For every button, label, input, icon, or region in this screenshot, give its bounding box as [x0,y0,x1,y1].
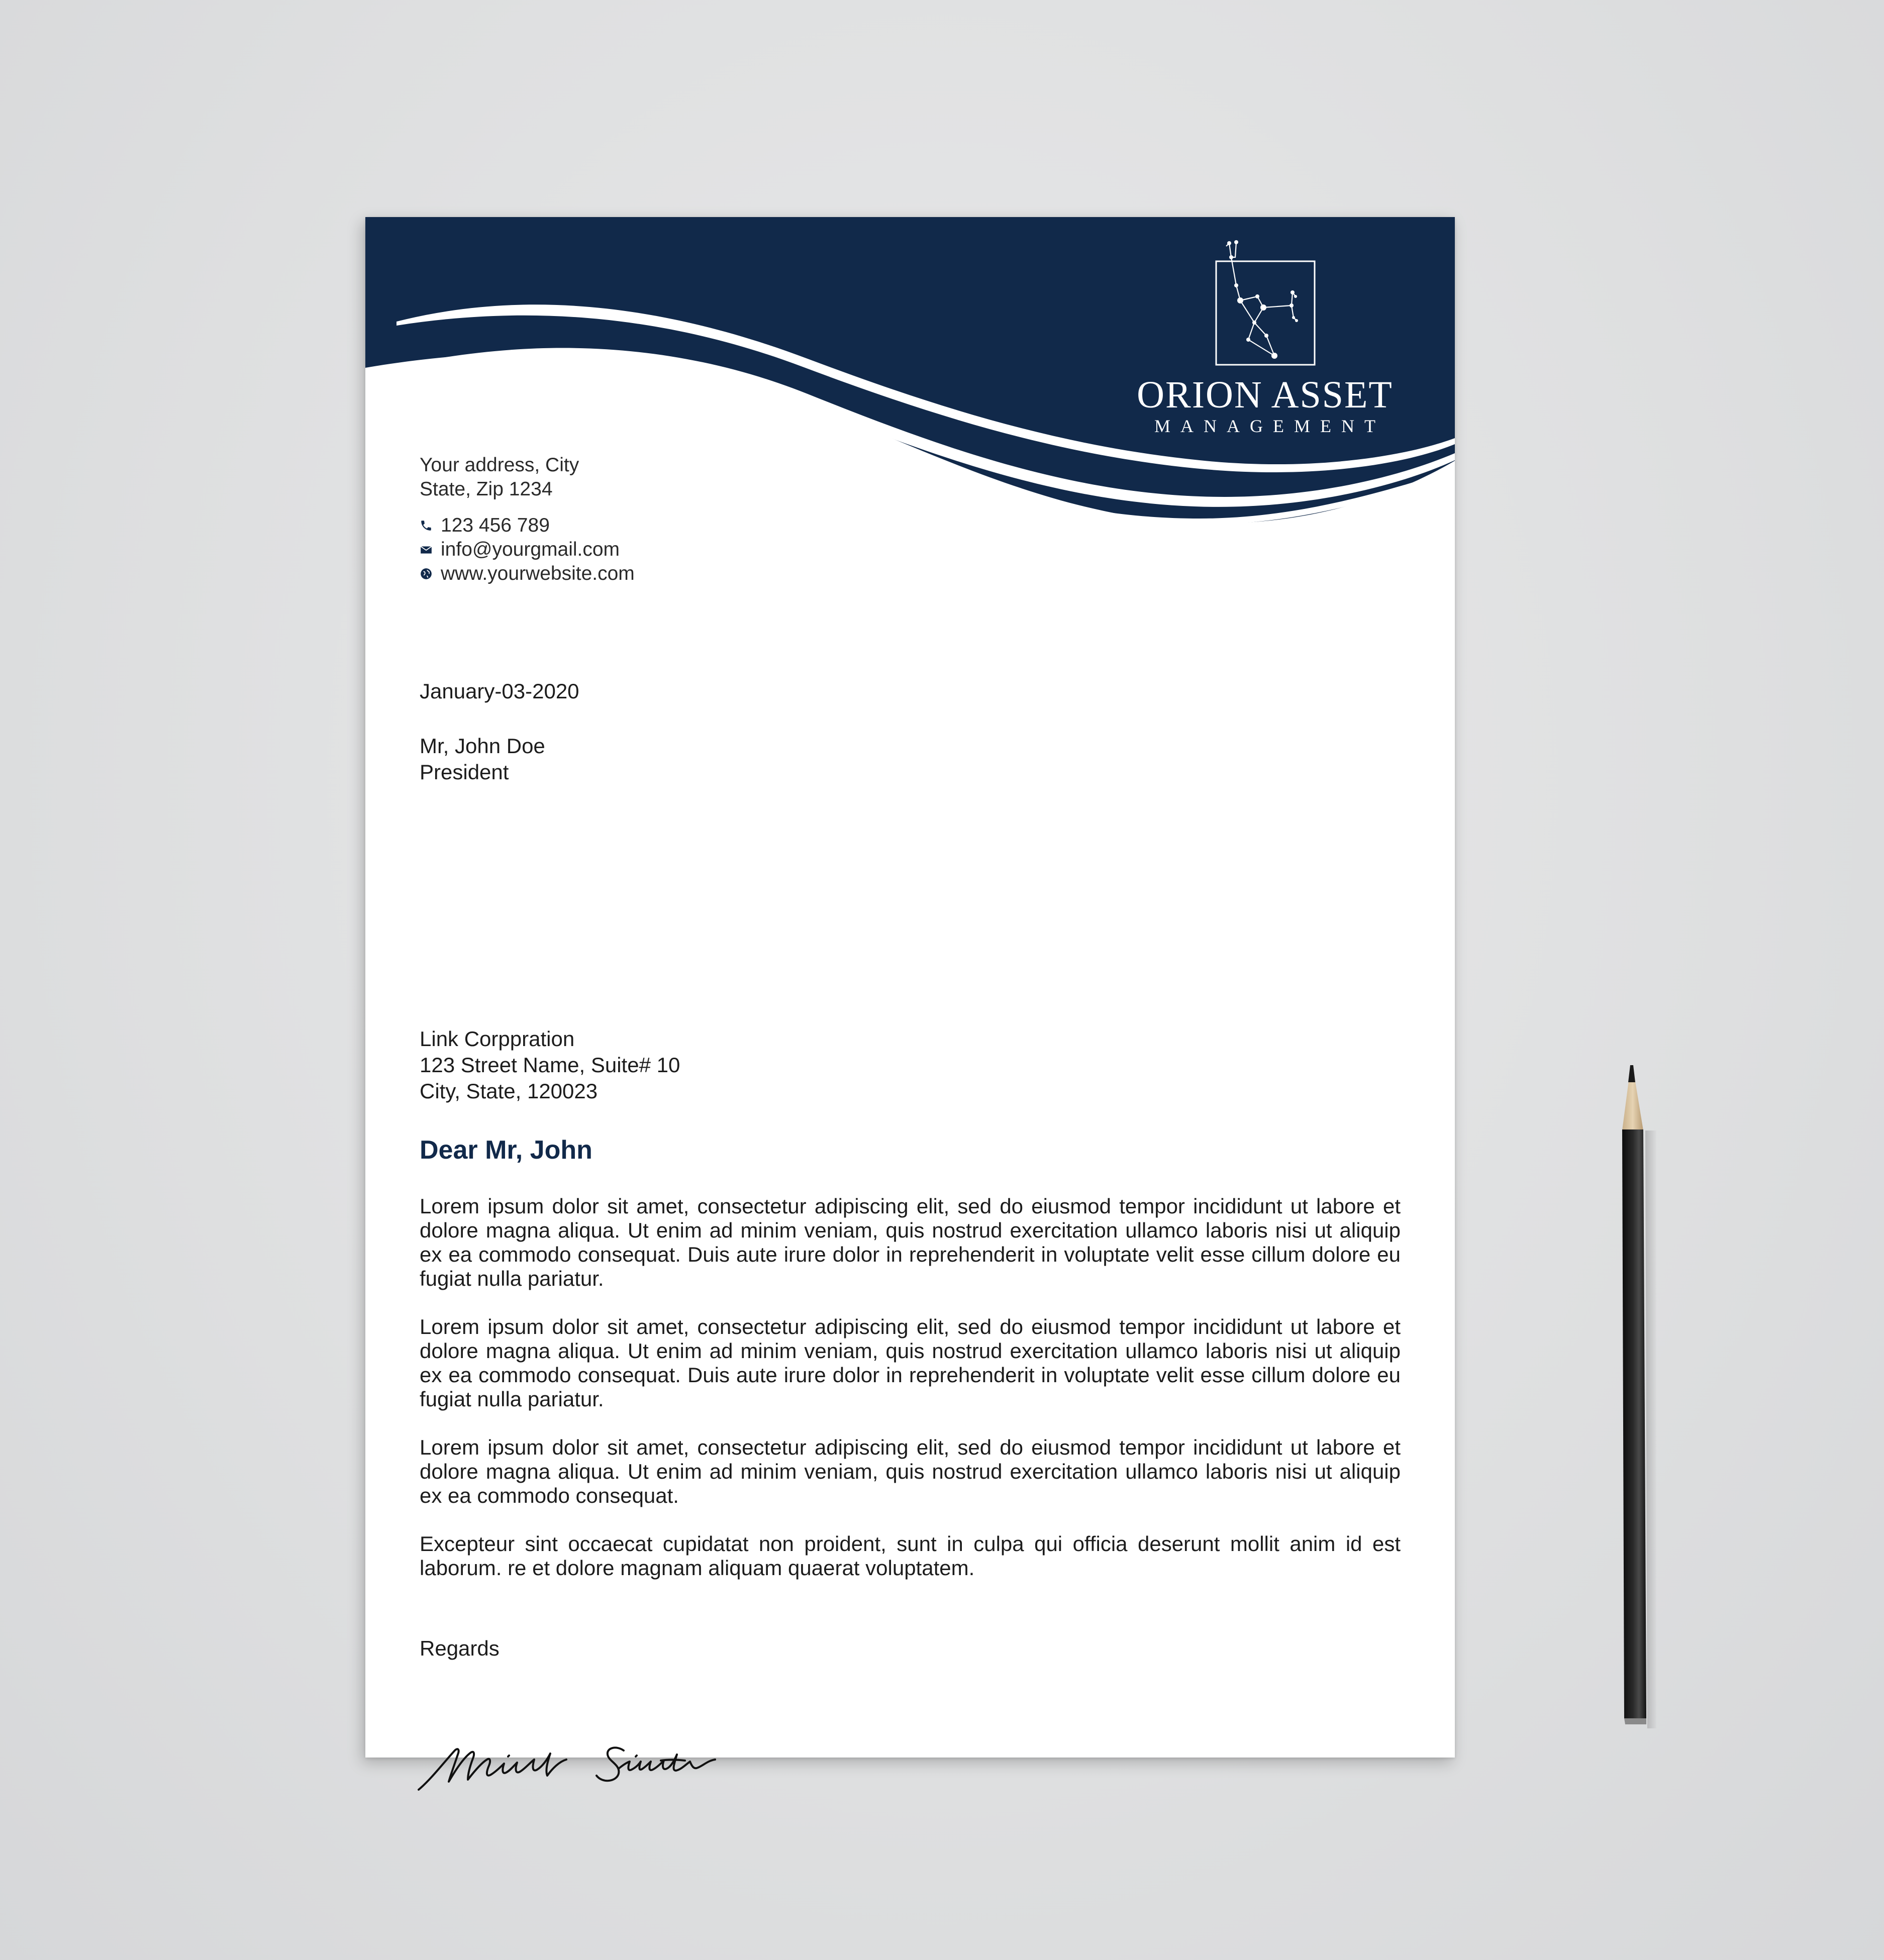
body-paragraph: Lorem ipsum dolor sit amet, consectetur adipiscing elit, sed do eiusmod tempor incididunt ut labore et dolore magna aliqua. Ut enim ad minim veniam, quis nostrud exercitation ullamco laboris nisi ut aliquip ex ea commodo consequat. Duis aute irure dolor in reprehenderit in voluptate velit esse cillum dolore eu fugiat nulla pariatur. [420,1194,1401,1290]
logo-company-subtitle: MANAGEMENT [1154,416,1385,436]
globe-icon [420,567,433,580]
letter-greeting: Dear Mr, John [420,1136,592,1165]
phone-row [420,513,635,538]
address-line-1: Your address, City [420,454,579,476]
email-row [420,538,635,562]
company-name: Link Corppration [420,1027,575,1051]
website-row [420,562,635,586]
website-url: www.yourwebsite.com [441,563,635,584]
letter-closing: Regards [420,1636,500,1660]
pencil-prop [1616,1065,1656,1728]
body-paragraph: Lorem ipsum dolor sit amet, consectetur adipiscing elit, sed do eiusmod tempor incididunt ut labore et dolore magna aliqua. Ut enim ad minim veniam, quis nostrud exercitation ullamco laboris nisi ut aliquip ex ea commodo consequat. Duis aute irure dolor in reprehenderit in voluptate velit esse cillum dolore eu fugiat nulla pariatur. [420,1315,1401,1411]
company-logo [1129,237,1401,435]
phone-icon [420,519,433,532]
envelope-icon [420,543,433,556]
handwritten-signature [416,1739,722,1795]
body-paragraph: Lorem ipsum dolor sit amet, consectetur adipiscing elit, sed do eiusmod tempor incididunt ut labore et dolore magna aliqua. Ut enim ad minim veniam, quis nostrud exercitation ullamco laboris nisi ut aliquip ex ea commodo consequat. [420,1435,1401,1507]
company-street: 123 Street Name, Suite# 10 [420,1053,680,1077]
address-block [420,453,635,501]
recipient-name: Mr, John Doe [420,734,545,758]
recipient-company-block [420,1026,1401,1104]
address-line-2: State, Zip 1234 [420,478,553,500]
phone-number: 123 456 789 [441,514,550,536]
letter-date: January-03-2020 [420,679,579,703]
body-paragraph: Excepteur sint occaecat cupidatat non proident, sunt in culpa qui officia deserunt mollit anim id est laborum. re et dolore magnam aliquam quaerat voluptatem. [420,1532,1401,1580]
letter-body [420,1194,1401,1604]
recipient-block [420,733,1401,785]
contact-block [420,453,635,586]
company-city: City, State, 120023 [420,1079,598,1103]
recipient-title: President [420,760,509,784]
orion-constellation-icon [1207,237,1323,368]
letterhead-paper [365,217,1455,1758]
logo-company-name: ORION ASSET [1137,374,1393,416]
email-address: info@yourgmail.com [441,539,620,560]
